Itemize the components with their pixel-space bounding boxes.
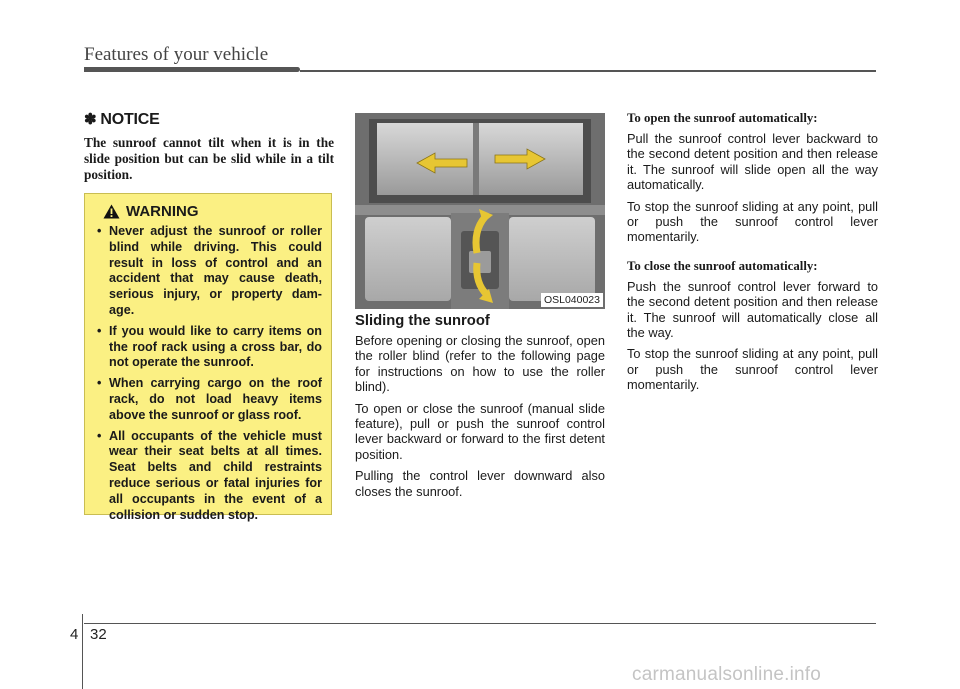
- chapter-number: 4: [70, 626, 79, 643]
- auto-open-paragraph: To stop the sunroof sliding at any point, pull or push the sunroof control lever momentarily.: [627, 198, 878, 245]
- warning-title: WARNING: [126, 203, 199, 220]
- sliding-paragraph: To open or close the sunroof (manual slide feature), pull or push the sunroof control lever backward or forward to the first detent position.: [355, 400, 605, 462]
- sliding-paragraph: Pulling the control lever downward also closes the sunroof.: [355, 468, 605, 499]
- auto-open-paragraph: Pull the sunroof control lever backward to the second detent position and then release it. The sunroof will slide open all the way automatically.: [627, 131, 878, 193]
- sliding-paragraph: Before opening or closing the sunroof, open the roller blind (refer to the following page for instructions on how to use the roller blind).: [355, 333, 605, 395]
- auto-close-paragraph: Push the sunroof control lever forward to the second detent position and then release it. The sunroof will automatically close all the way.: [627, 278, 878, 341]
- header-bar: [84, 67, 300, 72]
- warning-item: • All occupants of the vehicle must wear their seat belts at all times. Seat belts and child restraints reduce serious or fatal injuries for all occupants in the event of a collision or sudden stop.: [95, 429, 322, 524]
- auto-close-title: To close the sunroof automatically:: [627, 258, 818, 273]
- sunroof-figure: [355, 113, 605, 309]
- footer-rule: [84, 623, 876, 624]
- notice-title: NOTICE: [100, 111, 160, 128]
- sunroof-illustration: [355, 113, 605, 309]
- warning-item: • When carrying cargo on the roof rack, do not load heavy items above the sunroof or glass roof.: [95, 376, 322, 423]
- auto-section: [627, 111, 878, 399]
- notice-section: [84, 110, 334, 183]
- sliding-section: [355, 113, 605, 505]
- auto-open-title: To open the sunroof automatically:: [627, 111, 818, 125]
- auto-close-paragraph: To stop the sunroof sliding at any point, pull or push the sunroof control lever momentarily.: [627, 346, 878, 393]
- warning-box: [84, 193, 332, 522]
- figure-label: OSL040023: [541, 293, 603, 307]
- notice-star-icon: ✽: [84, 111, 97, 128]
- warning-triangle-icon: [103, 204, 120, 219]
- warning-item: • Never adjust the sunroof or roller blind while driving. This could result in loss of control and an accident that may cause death, serious injury, or property dam-age.: [95, 224, 322, 319]
- warning-list: [95, 224, 322, 523]
- header-title: Features of your vehicle: [84, 44, 269, 65]
- notice-body: The sunroof cannot tilt when it is in the slide position but can be slid while in a tilt position.: [84, 135, 334, 182]
- warning-item: • If you would like to carry items on the roof rack using a cross bar, do not operate the sunroof.: [95, 324, 322, 371]
- warning-heading: [103, 203, 322, 220]
- header-rule: [300, 70, 876, 72]
- sliding-title: Sliding the sunroof: [355, 313, 490, 329]
- page-number: 32: [90, 626, 107, 643]
- notice-heading: [84, 110, 334, 129]
- footer-divider: [82, 614, 83, 689]
- watermark: carmanualsonline.info: [632, 664, 822, 685]
